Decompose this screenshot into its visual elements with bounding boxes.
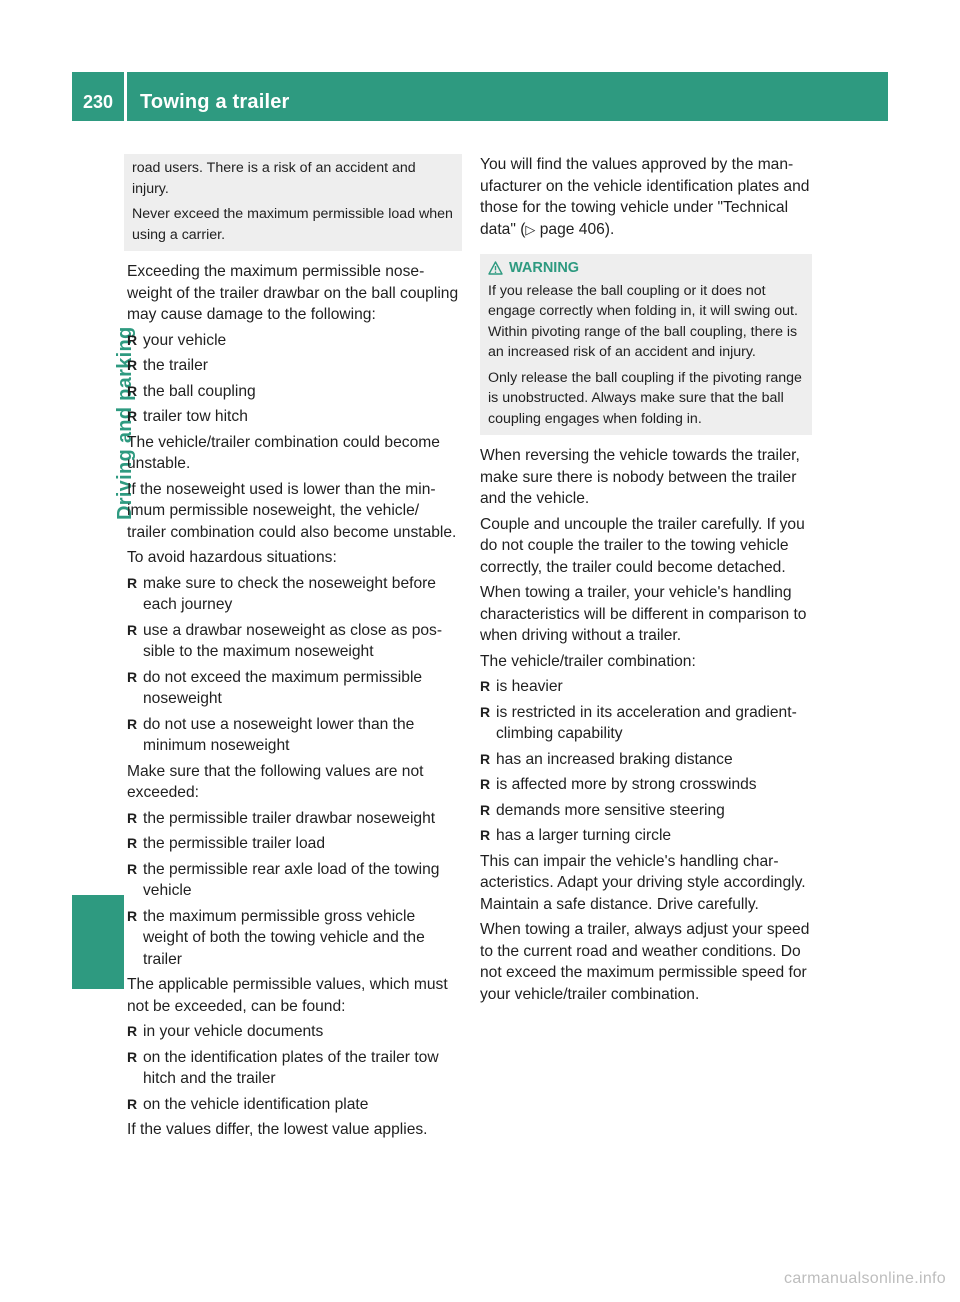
paragraph: When towing a trailer, always adjust your speed to the current road and weather conditions. Do not exceed the maximum permissible speed for your vehicle/trailer combination. <box>480 921 810 1003</box>
warning-triangle-icon <box>488 261 503 275</box>
note-text: Never exceed the maximum permissible load when using a carrier. <box>132 206 453 243</box>
list-item: R make sure to check the noseweight before each journey <box>127 573 459 616</box>
paragraph: This can impair the vehicle's handling characteristics. Adapt your driving style accordingly. Maintain a safe distance. Drive carefully. <box>480 852 806 913</box>
list-item: R the trailer <box>127 355 459 377</box>
warning-box <box>480 254 812 435</box>
list-item: R is heavier <box>480 676 812 698</box>
watermark: carmanualsonline.info <box>784 1270 946 1287</box>
paragraph: The applicable permissible values, which must not be exceeded, can be found: <box>127 976 448 1015</box>
paragraph: When towing a trailer, your vehicle's handling characteristics will be different in comparison to when driving without a trailer. <box>480 584 807 644</box>
paragraph: Exceeding the maximum permissible noseweight of the trailer drawbar on the ball coupling may cause damage to the following: <box>127 263 459 323</box>
bullet-list <box>127 1021 459 1115</box>
page-reference-icon: ▷ <box>525 221 536 237</box>
bullet-list <box>127 573 459 757</box>
bullet-list <box>480 676 812 847</box>
paragraph: Couple and uncouple the trailer carefully. If you do not couple the trailer to the towing vehicle correctly, the trailer could become detached. <box>480 515 805 576</box>
warning-heading <box>488 258 804 279</box>
list-item: R your vehicle <box>127 330 459 352</box>
note-box <box>124 154 462 251</box>
list-item: R the ball coupling <box>127 381 459 403</box>
list-item: R is affected more by strong crosswinds <box>480 774 812 796</box>
paragraph: The vehicle/trailer combination could become unstable. <box>127 433 440 472</box>
list-item: R has a larger turning circle <box>480 825 812 847</box>
right-column <box>480 154 812 1009</box>
paragraph: The vehicle/trailer combination: <box>480 652 696 670</box>
list-item: R trailer tow hitch <box>127 406 459 428</box>
paragraph: If the noseweight used is lower than the minimum permissible noseweight, the vehicle/ trailer combination could also become unstable. <box>127 480 457 541</box>
list-item: R on the vehicle identification plate <box>127 1094 459 1116</box>
chapter-side-label <box>86 180 136 880</box>
list-item: R use a drawbar noseweight as close as possible to the maximum noseweight <box>127 620 459 663</box>
warning-title: WARNING <box>509 260 580 276</box>
paragraph: Make sure that the following values are not exceeded: <box>127 762 424 801</box>
header-divider <box>124 72 127 121</box>
paragraph: To avoid hazardous situations: <box>127 549 337 566</box>
page-reference-text[interactable]: page 406). <box>535 220 615 238</box>
chapter-label-text: Driving and parking <box>114 326 136 520</box>
list-item: R the permissible trailer load <box>127 833 459 855</box>
note-text: road users. There is a risk of an accident and injury. <box>132 160 416 197</box>
paragraph: When reversing the vehicle towards the trailer, make sure there is nobody between the trailer and the vehicle. <box>480 447 800 507</box>
list-item: R do not use a noseweight lower than the minimum noseweight <box>127 714 459 757</box>
list-item: R the maximum permissible gross vehicle weight of both the towing vehicle and the trailer <box>127 906 459 971</box>
paragraph: If the values differ, the lowest value applies. <box>127 1121 428 1138</box>
list-item: R the permissible rear axle load of the towing vehicle <box>127 859 459 902</box>
list-item: R in your vehicle documents <box>127 1021 459 1043</box>
warning-text: If you release the ball coupling or it does not engage correctly when folding in, it will swing out. Within pivoting range of the ball coupling, there is an increased risk of an accident and injury. <box>488 282 798 360</box>
warning-text: Only release the ball coupling if the pivoting range is unobstructed. Always make sure that the ball coupling engages when folding in. <box>488 369 802 427</box>
section-title: Towing a trailer <box>140 91 290 113</box>
paragraph-text: You will find the values approved by the manufacturer on the vehicle identification plates and those for the towing vehicle under "Technical data" ( <box>480 156 810 238</box>
page-number: 230 <box>82 92 114 112</box>
list-item: R demands more sensitive steering <box>480 800 812 822</box>
bullet-list <box>127 330 459 428</box>
list-item: R do not exceed the maximum permissible noseweight <box>127 667 459 710</box>
chapter-side-marker <box>72 895 124 989</box>
list-item: R has an increased braking distance <box>480 749 812 771</box>
paragraph-with-page-ref <box>480 154 812 240</box>
left-column <box>127 154 459 1145</box>
list-item: R the permissible trailer drawbar noseweight <box>127 808 459 830</box>
list-item: R is restricted in its acceleration and gradient-climbing capability <box>480 702 812 745</box>
bullet-list <box>127 808 459 971</box>
list-item: R on the identification plates of the trailer tow hitch and the trailer <box>127 1047 459 1090</box>
